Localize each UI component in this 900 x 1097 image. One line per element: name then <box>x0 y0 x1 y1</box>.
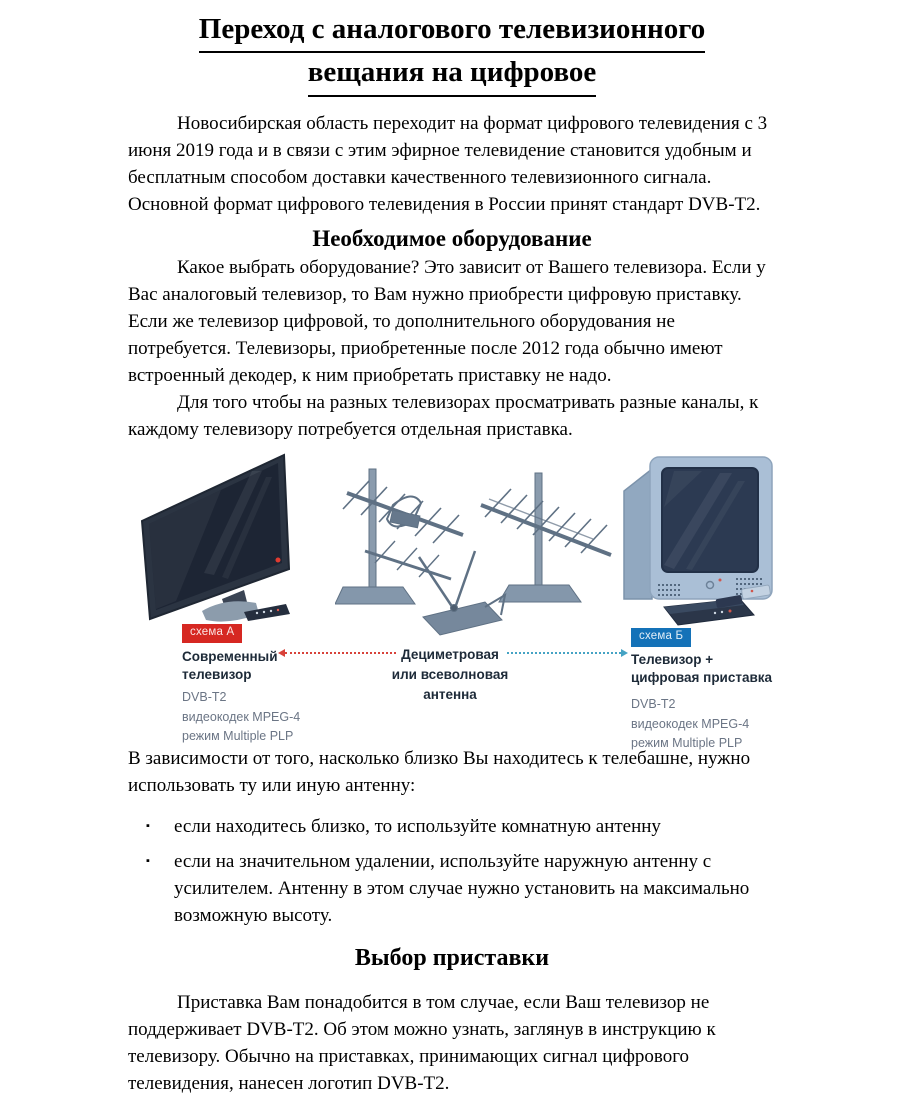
scheme-b-badge: схема Б <box>631 628 691 647</box>
receiver-paragraph: Приставка Вам понадобится в том случае, если Ваш телевизор не поддерживает DVB-T2. Об этом можно узнать, заглянув в инструкцию к телевизору. Обычно на приставках, принимающих сигнал цифрового телевидения, нанесен логотип DVB-T2. <box>128 991 716 1094</box>
antenna-bullet-list <box>146 813 776 929</box>
antenna-usage-paragraph: В зависимости от того, насколько близко Вы находитесь к телебашне, нужно использовать ту или иную антенну: <box>128 748 751 797</box>
antenna-label-line: или всеволновая <box>391 666 509 682</box>
receiver-heading: Выбор приставки <box>354 945 550 972</box>
scheme-a-title-line: Современный <box>182 649 278 665</box>
bullet-text: если на значительном удалении, используйте наружную антенну с усилителем. Антенну в этом случае нужно установить на максимально возможную высоту. <box>174 851 750 927</box>
scheme-a-title <box>182 648 278 683</box>
bullet-icon: ▪ <box>146 855 150 868</box>
equipment-figure <box>120 447 788 751</box>
list-item <box>146 848 776 929</box>
bullet-icon: ▪ <box>146 820 150 833</box>
intro-paragraph: Новосибирская область переходит на формат цифрового телевидения с 3 июня 2019 года и в связи с этим эфирное телевидение становится удобным и бесплатным способом доставки качественного телевизионного сигнала. Основной формат цифрового телевидения в России принят стандарт DVB-T2. <box>128 112 768 215</box>
page-title-line-2: вещания на цифровое <box>308 53 597 96</box>
equipment-paragraph-1: Какое выбрать оборудование? Это зависит от Вашего телевизора. Если у Вас аналоговый телевизор, то Вам нужно приобрести цифровую приставку. Если же телевизор цифровой, то дополнительного оборудования не потребуется. Телевизоры, приобретенные после 2012 года обычно имеют встроенный декодер, к ним приобретать приставку не надо. <box>128 257 766 387</box>
antenna-label-line: Дециметровая <box>401 647 499 663</box>
spec-line: видеокодек MPEG-4 <box>631 716 750 731</box>
page-title <box>128 10 776 97</box>
spec-line: DVB-T2 <box>631 697 676 712</box>
antenna-illustration <box>335 455 625 645</box>
list-item <box>146 813 776 840</box>
spec-line: DVB-T2 <box>182 690 227 705</box>
scheme-a-specs <box>182 688 300 746</box>
bullet-text: если находитесь близко, то используйте комнатную антенну <box>174 816 661 838</box>
scheme-b-title-line: Телевизор + <box>631 652 714 668</box>
scheme-b-title <box>631 651 772 686</box>
spec-line: режим Multiple PLP <box>631 736 743 751</box>
equipment-heading: Необходимое оборудование <box>312 225 592 251</box>
scheme-a-title-line: телевизор <box>182 666 252 682</box>
antenna-label <box>372 645 528 704</box>
arrow-right-head <box>621 649 628 657</box>
modern-tv-illustration <box>126 449 321 624</box>
spec-line: режим Multiple PLP <box>182 729 294 744</box>
scheme-a-badge: схема А <box>182 624 242 643</box>
spec-line: видеокодек MPEG-4 <box>182 709 301 724</box>
scheme-b-specs <box>631 695 749 753</box>
page-title-line-1: Переход с аналогового телевизионного <box>199 10 705 53</box>
scheme-b-title-line: цифровая приставка <box>631 669 773 685</box>
arrow-left-head <box>278 649 285 657</box>
antenna-label-line: антенна <box>423 686 477 702</box>
equipment-paragraph-2: Для того чтобы на разных телевизорах просматривать разные каналы, к каждому телевизору потребуется отдельная приставка. <box>128 392 759 441</box>
crt-tv-set-top-box-illustration <box>612 447 784 629</box>
